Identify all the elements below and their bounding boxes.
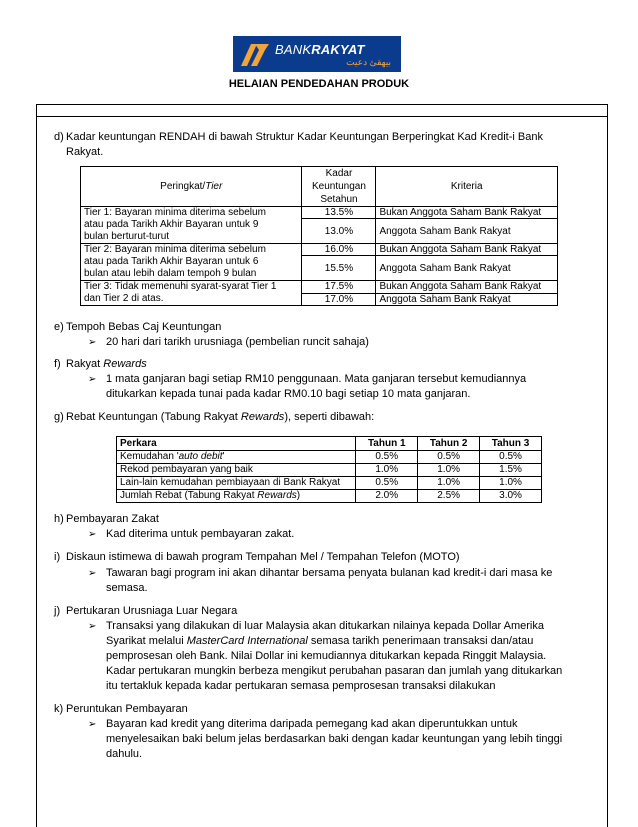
- section-k: k) Peruntukan Pembayaran: [66, 702, 586, 717]
- table-cell: Bukan Anggota Saham Bank Rakyat: [376, 281, 558, 294]
- section-f: f) Rakyat Rewards: [66, 357, 586, 372]
- tier-1-desc: Tier 1: Bayaran minima diterima sebelum atau pada Tarikh Akhir Bayaran untuk 9 bulan berturut-turut: [81, 207, 302, 244]
- arrow-bullet-icon: ➢: [88, 568, 97, 579]
- rebat-header-year2: Tahun 2: [418, 437, 480, 451]
- table-cell: Anggota Saham Bank Rakyat: [376, 219, 558, 244]
- section-d: d) Kadar keuntungan RENDAH di bawah Struktur Kadar Keuntungan Berperingkat Kad Kredit-i Bank Rakyat.: [66, 130, 586, 160]
- section-k-heading: Peruntukan Pembayaran: [66, 703, 188, 715]
- criteria-header: Kriteria: [376, 167, 558, 207]
- section-h: h) Pembayaran Zakat: [66, 512, 586, 527]
- section-g: g) Rebat Keuntungan (Tabung Rakyat Rewards), seperti dibawah:: [66, 410, 586, 425]
- table-cell: 17.5%: [302, 281, 376, 294]
- table-cell: 17.0%: [302, 293, 376, 306]
- table-cell: Bukan Anggota Saham Bank Rakyat: [376, 244, 558, 256]
- table-cell: 13.5%: [302, 207, 376, 219]
- table-row: Lain-lain kemudahan pembiayaan di Bank Rakyat 0.5% 1.0% 1.0%: [117, 477, 542, 490]
- section-j-heading: Pertukaran Urusniaga Luar Negara: [66, 605, 238, 617]
- table-row: Kemudahan 'auto debit' 0.5% 0.5% 0.5%: [117, 451, 542, 464]
- logo-brand-text: BANKRAKYAT: [275, 42, 365, 57]
- section-f-heading: Rakyat Rewards: [66, 358, 147, 370]
- arrow-bullet-icon: ➢: [88, 621, 97, 632]
- bankrakyat-logo-icon: [239, 40, 271, 68]
- section-h-heading: Pembayaran Zakat: [66, 513, 159, 525]
- tier-header: Peringkat/Tier: [81, 167, 302, 207]
- table-row: Rekod pembayaran yang baik 1.0% 1.0% 1.5%: [117, 464, 542, 477]
- rebat-table: [116, 436, 542, 503]
- table-cell: 13.0%: [302, 219, 376, 244]
- tier-rate-table: [80, 166, 558, 306]
- rebat-header-year3: Tahun 3: [480, 437, 542, 451]
- table-cell: 15.5%: [302, 256, 376, 281]
- frame-divider: [36, 116, 608, 117]
- table-cell: 16.0%: [302, 244, 376, 256]
- arrow-bullet-icon: ➢: [88, 529, 97, 540]
- section-e-heading: Tempoh Bebas Caj Keuntungan: [66, 321, 222, 333]
- section-g-heading: Rebat Keuntungan (Tabung Rakyat Rewards), seperti dibawah:: [66, 411, 375, 423]
- section-d-text-1: Kadar keuntungan RENDAH di bawah Struktur Kadar Keuntungan Berperingkat Kad Kredit-i Bank: [66, 131, 543, 143]
- section-j: j) Pertukaran Urusniaga Luar Negara: [66, 604, 586, 619]
- bank-logo: [233, 36, 401, 72]
- table-cell: Anggota Saham Bank Rakyat: [376, 256, 558, 281]
- section-i: i) Diskaun istimewa di bawah program Tempahan Mel / Tempahan Telefon (MOTO): [66, 550, 586, 565]
- section-e: e) Tempoh Bebas Caj Keuntungan: [66, 320, 586, 335]
- tier-3-desc: Tier 3: Tidak memenuhi syarat-syarat Tier 1 dan Tier 2 di atas.: [81, 281, 302, 306]
- section-i-heading: Diskaun istimewa di bawah program Tempahan Mel / Tempahan Telefon (MOTO): [66, 551, 460, 563]
- page-title: HELAIAN PENDEDAHAN PRODUK: [228, 78, 410, 90]
- table-cell: Anggota Saham Bank Rakyat: [376, 293, 558, 306]
- logo-tagline: بيهقئ دعيت: [346, 57, 391, 67]
- table-cell: Bukan Anggota Saham Bank Rakyat: [376, 207, 558, 219]
- section-d-text-2: Rakyat.: [66, 146, 104, 158]
- tier-2-desc: Tier 2: Bayaran minima diterima sebelum atau pada Tarikh Akhir Bayaran untuk 6 bulan atau lebih dalam tempoh 9 bulan: [81, 244, 302, 281]
- arrow-bullet-icon: ➢: [88, 374, 97, 385]
- table-row: Jumlah Rebat (Tabung Rakyat Rewards) 2.0% 2.5% 3.0%: [117, 490, 542, 503]
- rate-header: Kadar Keuntungan Setahun: [302, 167, 376, 207]
- arrow-bullet-icon: ➢: [88, 719, 97, 730]
- arrow-bullet-icon: ➢: [88, 337, 97, 348]
- rebat-header-year1: Tahun 1: [356, 437, 418, 451]
- rebat-header-item: Perkara: [117, 437, 356, 451]
